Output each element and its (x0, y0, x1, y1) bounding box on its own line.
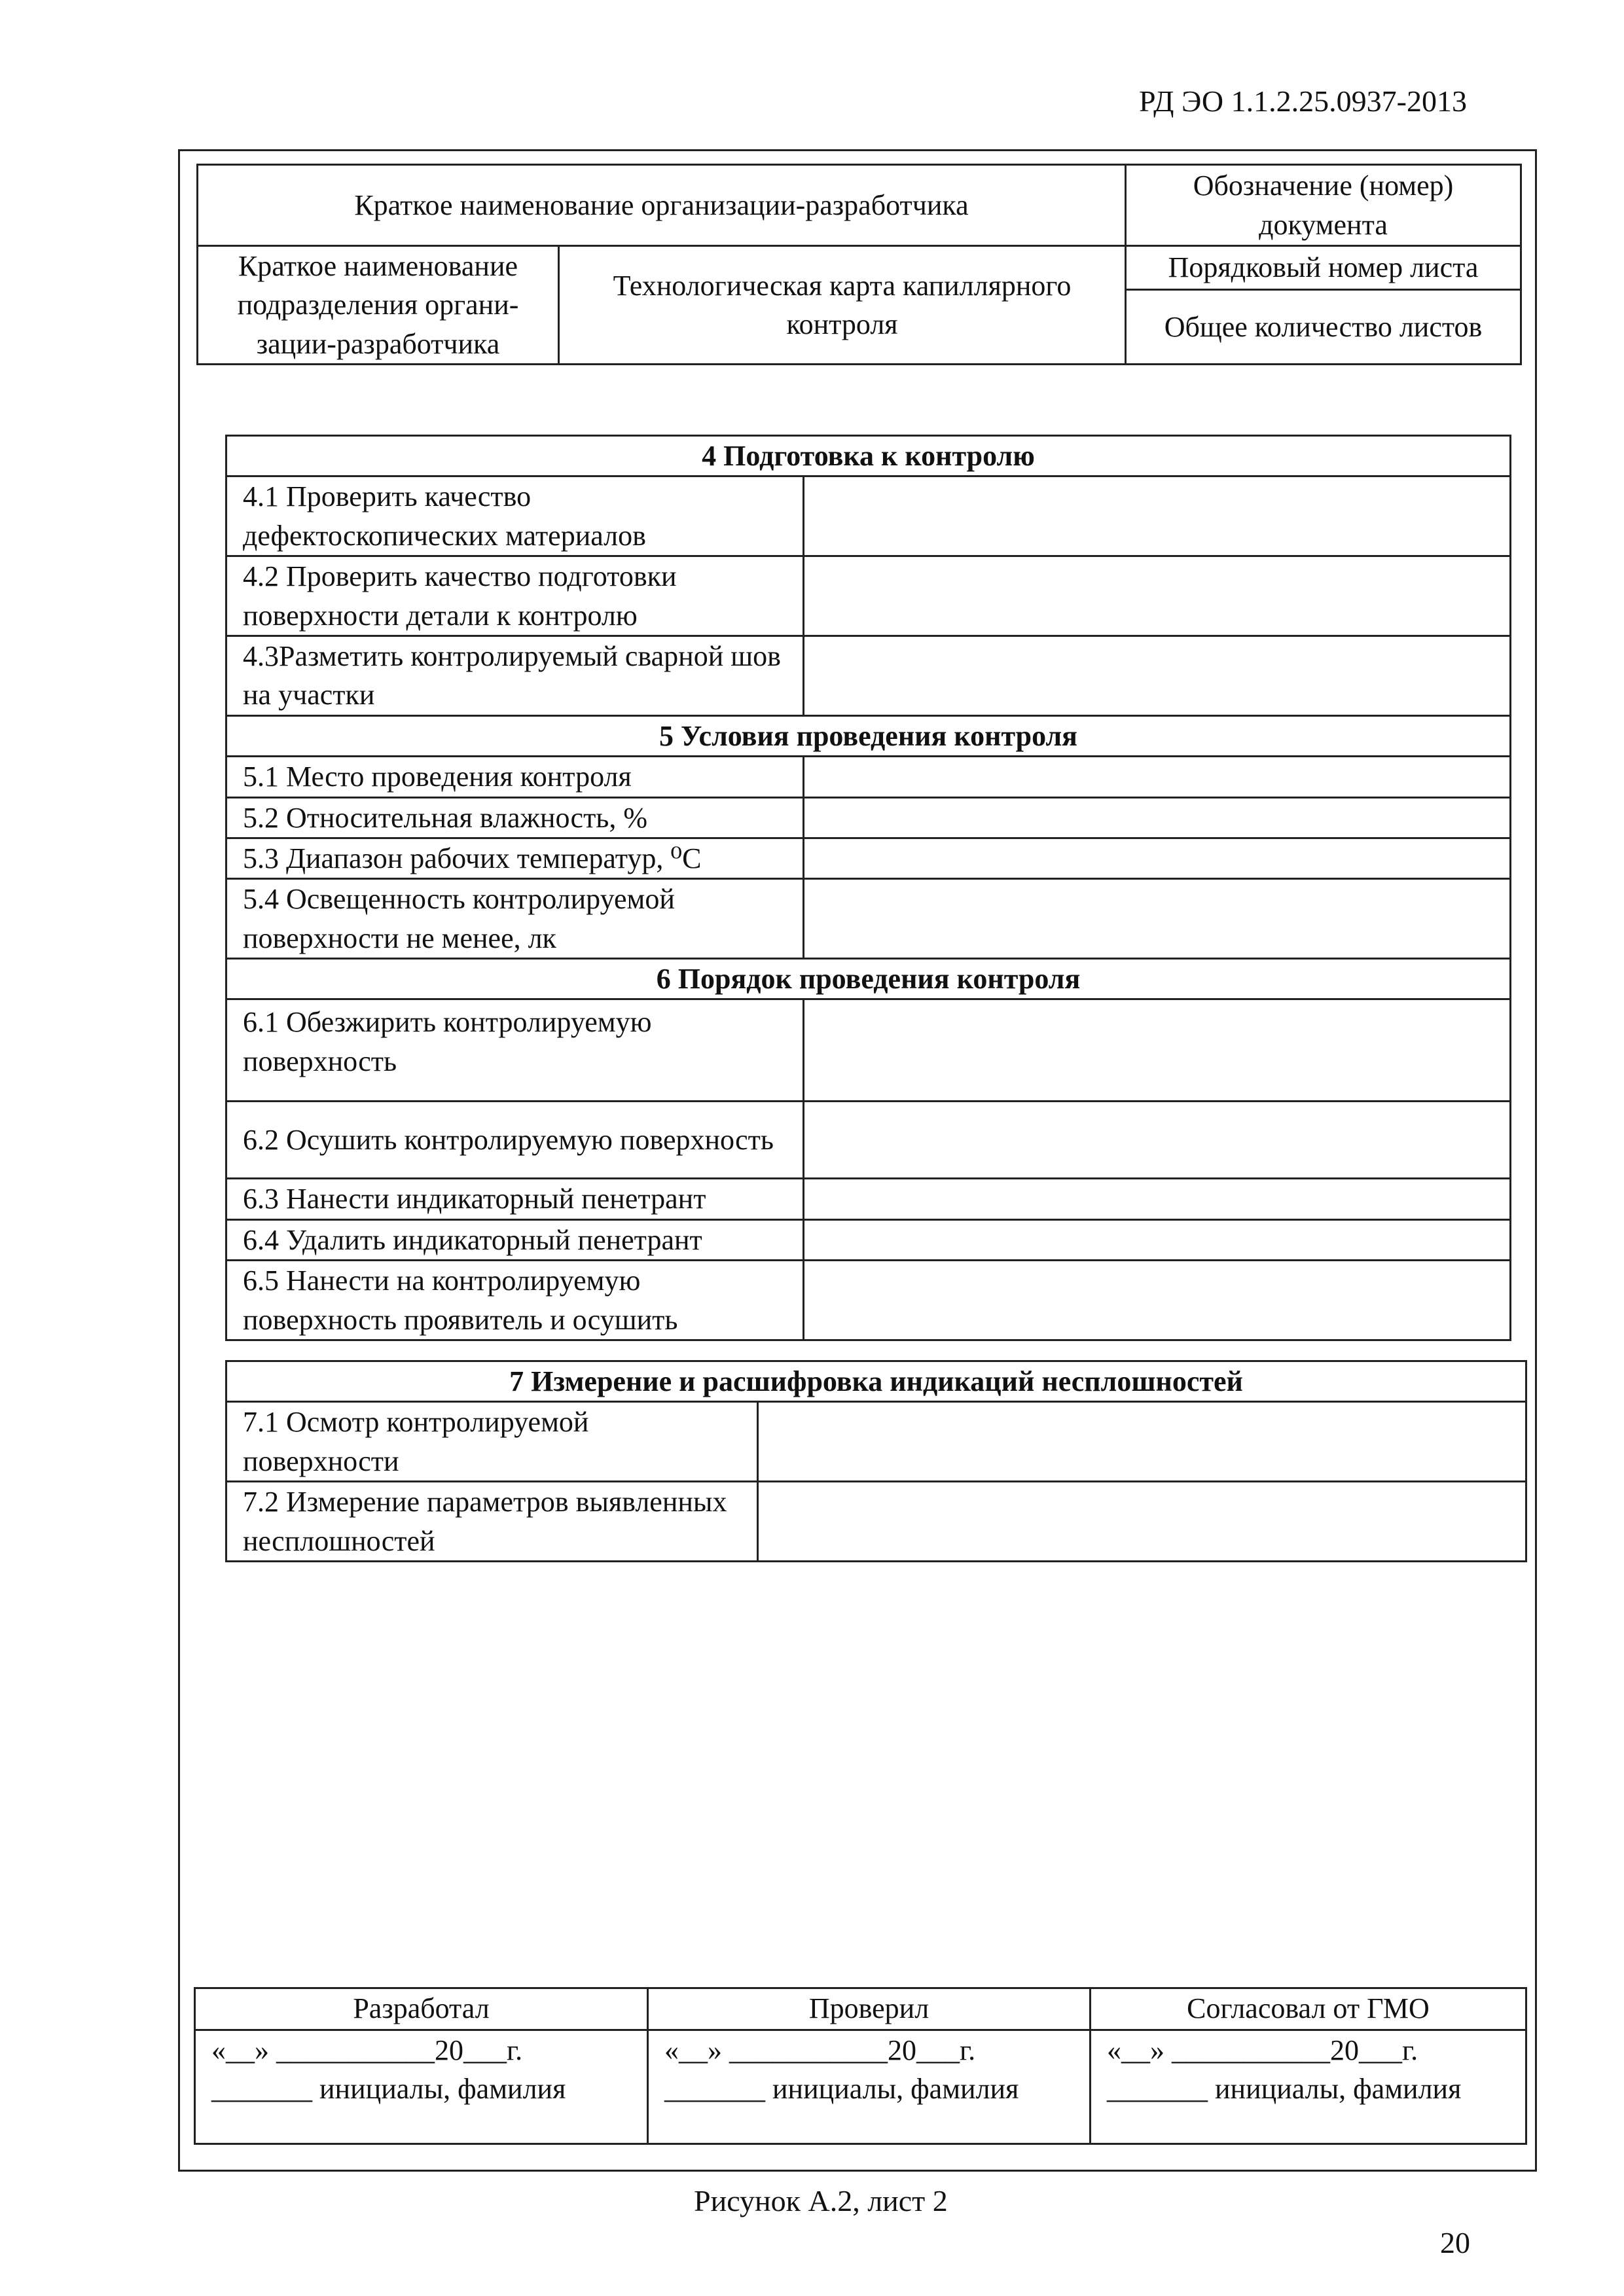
table-row (226, 1482, 1526, 1562)
table-row (226, 1402, 1526, 1482)
date-line: «__» ___________20___г. (1107, 2034, 1418, 2066)
section-title: 6 Порядок проведения контроля (226, 959, 1511, 999)
row-label: 5.3 Диапазон рабочих температур, ⁰С (226, 838, 804, 878)
header-table (196, 164, 1522, 365)
row-value (804, 838, 1511, 878)
date-line: «__» ___________20___г. (664, 2034, 976, 2066)
signature-cell (648, 2030, 1091, 2144)
row-value (758, 1482, 1526, 1562)
row-value (804, 879, 1511, 959)
table-row (226, 636, 1511, 715)
signature-cell (195, 2030, 648, 2144)
section-title: 5 Условия проведения контроля (226, 715, 1511, 756)
card-title: Технологическая карта капиллярного контроля (559, 246, 1126, 365)
checked-by-header: Проверил (648, 1988, 1091, 2030)
section-title: 4 Подготовка к контролю (226, 436, 1511, 476)
row-label: 4.1 Проверить качество дефектоскопических материалов (226, 476, 804, 556)
row-label: 7.2 Измерение параметров выявленных несплошностей (226, 1482, 758, 1562)
table-row (226, 476, 1511, 556)
row-label: 5.4 Освещенность контролируемой поверхности не менее, лк (226, 879, 804, 959)
signature-table (194, 1987, 1527, 2145)
table-row (226, 1179, 1511, 1219)
sheet-number: Порядковый номер листа (1126, 246, 1521, 290)
page-number: 20 (1440, 2226, 1470, 2259)
table-row (226, 838, 1511, 878)
row-value (804, 636, 1511, 715)
row-label: 5.1 Место проведения контроля (226, 757, 804, 797)
row-label: 4.3Разметить контролируемый сварной шов на участки (226, 636, 804, 715)
row-value (804, 556, 1511, 636)
measurement-table (225, 1360, 1527, 1562)
table-row (226, 797, 1511, 838)
signature-cell (1091, 2030, 1526, 2144)
row-label: 6.2 Осушить контролируемую поверхность (226, 1102, 804, 1179)
doc-designation: Обозначение (номер) документа (1126, 165, 1521, 246)
technology-card-table (225, 435, 1511, 1341)
row-label: 5.2 Относительная влажность, % (226, 797, 804, 838)
row-value (804, 757, 1511, 797)
subdivision-name: Краткое наименование подразделения органи-зации-разработчика (198, 246, 559, 365)
sheet-total: Общее количество листов (1126, 289, 1521, 365)
row-label: 7.1 Осмотр контролируемой поверхности (226, 1402, 758, 1482)
name-line: _______ инициалы, фамилия (211, 2073, 566, 2106)
date-line: «__» ___________20___г. (211, 2034, 523, 2066)
figure-caption: Рисунок А.2, лист 2 (694, 2184, 948, 2217)
row-label: 6.5 Нанести на контролируемую поверхность проявитель и осушить (226, 1261, 804, 1340)
row-value (804, 476, 1511, 556)
row-label: 4.2 Проверить качество подготовки поверхности детали к контролю (226, 556, 804, 636)
row-value (804, 999, 1511, 1102)
table-row (226, 879, 1511, 959)
developed-by-header: Разработал (195, 1988, 648, 2030)
table-row (226, 999, 1511, 1102)
row-label: 6.3 Нанести индикаторный пенетрант (226, 1179, 804, 1219)
row-label: 6.1 Обезжирить контролируемую поверхность (226, 999, 804, 1102)
table-row (226, 1261, 1511, 1340)
row-value (804, 1219, 1511, 1260)
row-value (804, 1102, 1511, 1179)
row-value (758, 1402, 1526, 1482)
document-code: РД ЭО 1.1.2.25.0937-2013 (1139, 84, 1467, 118)
row-label: 6.4 Удалить индикаторный пенетрант (226, 1219, 804, 1260)
table-row (226, 1102, 1511, 1179)
name-line: _______ инициалы, фамилия (664, 2073, 1019, 2106)
approved-by-header: Согласовал от ГМО (1091, 1988, 1526, 2030)
section-title: 7 Измерение и расшифровка индикаций несплошностей (226, 1361, 1526, 1402)
table-row (226, 556, 1511, 636)
table-row (226, 757, 1511, 797)
row-value (804, 797, 1511, 838)
name-line: _______ инициалы, фамилия (1107, 2073, 1462, 2106)
row-value (804, 1261, 1511, 1340)
org-short-name: Краткое наименование организации-разработчика (198, 165, 1126, 246)
row-value (804, 1179, 1511, 1219)
table-row (226, 1219, 1511, 1260)
